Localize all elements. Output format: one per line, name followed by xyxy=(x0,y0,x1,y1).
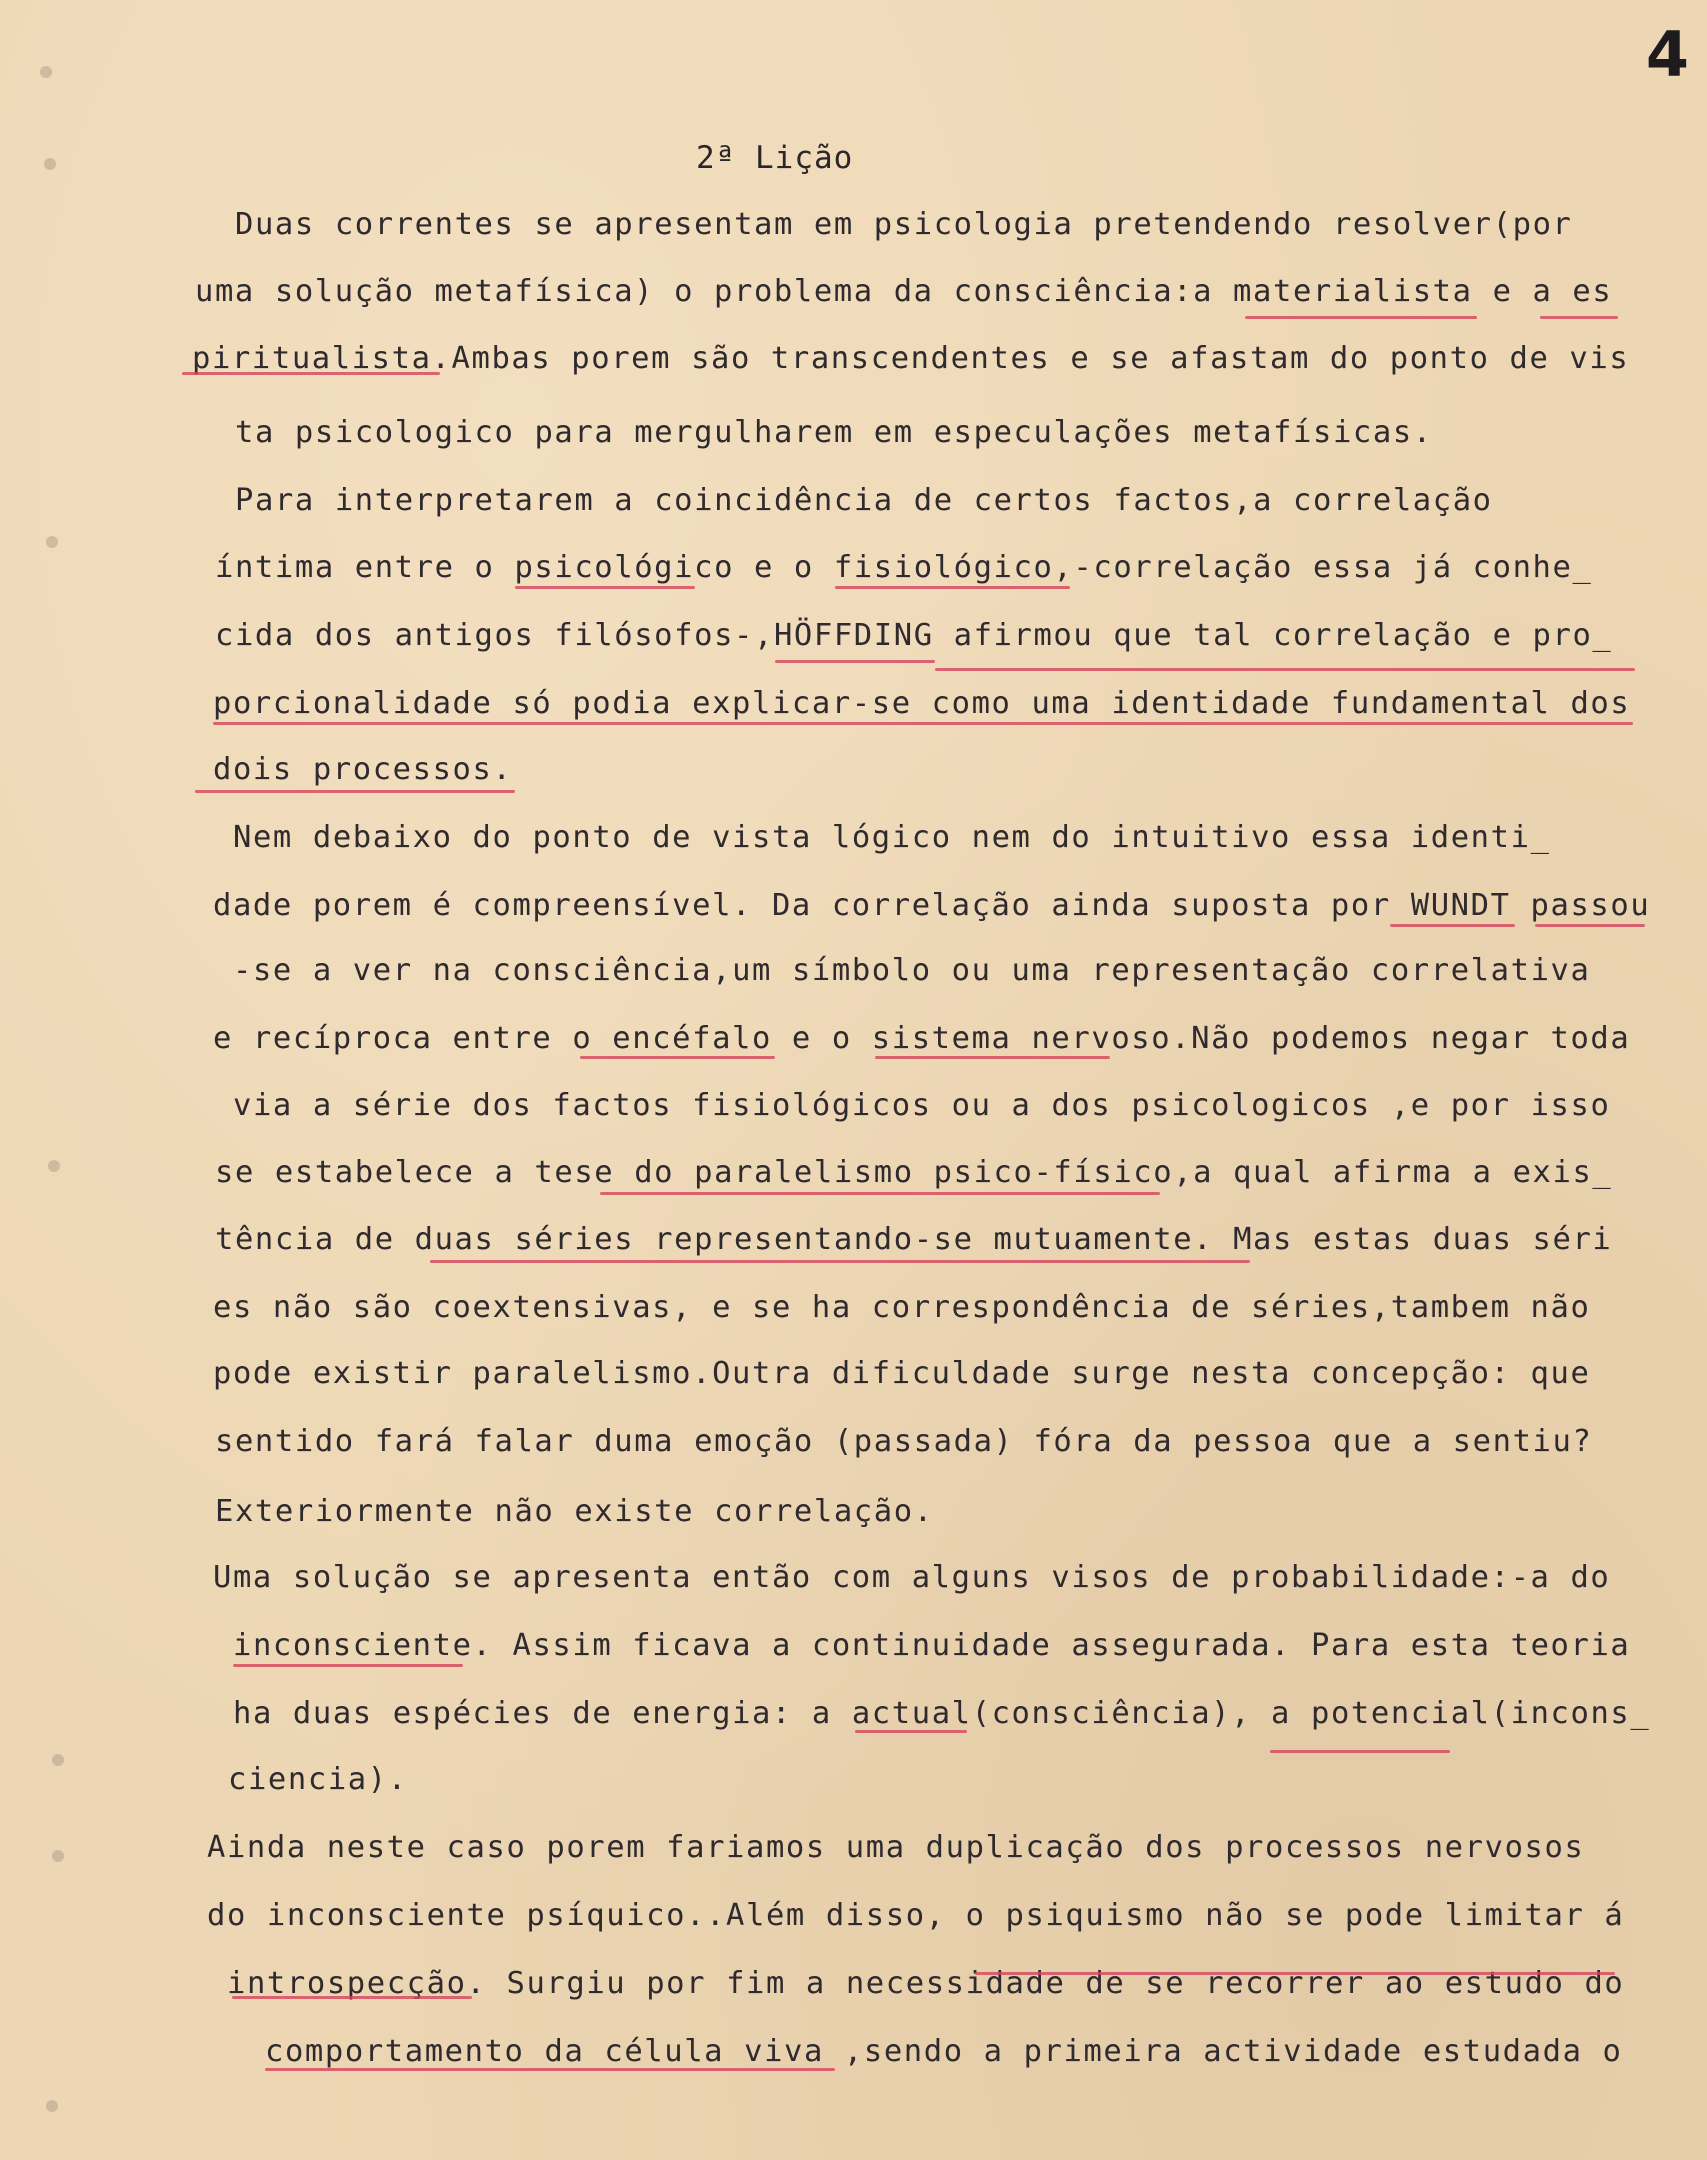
red-underline xyxy=(875,1056,1110,1059)
red-underline xyxy=(775,660,935,663)
red-underline xyxy=(975,1972,1615,1975)
text-line: Nem debaixo do ponto de vista lógico nem do intuitivo essa identi_ xyxy=(233,820,1551,855)
red-underline xyxy=(835,586,1070,589)
text-line: dois processos. xyxy=(213,752,513,787)
punch-hole xyxy=(40,66,52,78)
text-line: dade porem é compreensível. Da correlação ainda suposta por WUNDT passou xyxy=(213,888,1651,923)
text-line: ciencia). xyxy=(228,1762,408,1797)
red-underline xyxy=(213,722,1633,725)
punch-hole xyxy=(44,158,56,170)
punch-hole xyxy=(52,1850,64,1862)
red-underline xyxy=(195,790,515,793)
red-underline xyxy=(233,1664,463,1667)
text-line: ha duas espécies de energia: a actual(consciência), a potencial(incons_ xyxy=(233,1696,1651,1731)
red-underline xyxy=(1245,316,1477,319)
text-line: inconsciente. Assim ficava a continuidade assegurada. Para esta teoria xyxy=(233,1628,1631,1663)
red-underline xyxy=(1540,316,1618,319)
text-line: comportamento da célula viva ,sendo a primeira actividade estudada o xyxy=(265,2034,1623,2069)
punch-hole xyxy=(46,536,58,548)
red-underline xyxy=(600,1192,1160,1195)
text-line: ta psicologico para mergulharem em especulações metafísicas. xyxy=(235,415,1433,450)
red-underline xyxy=(855,1730,967,1733)
text-line: piritualista.Ambas porem são transcendentes e se afastam do ponto de vis xyxy=(192,341,1630,376)
red-underline xyxy=(1270,1750,1450,1753)
text-line: sentido fará falar duma emoção (passada) fóra da pessoa que a sentiu? xyxy=(215,1424,1593,1459)
red-underline xyxy=(265,2068,835,2071)
text-line: cida dos antigos filósofos-,HÖFFDING afirmou que tal correlação e pro_ xyxy=(215,618,1613,653)
text-line: es não são coextensivas, e se ha correspondência de séries,tambem não xyxy=(213,1290,1591,1325)
text-line: do inconsciente psíquico..Além disso, o psiquismo não se pode limitar á xyxy=(207,1898,1625,1933)
text-line: porcionalidade só podia explicar-se como uma identidade fundamental dos xyxy=(213,686,1631,721)
text-line: se estabelece a tese do paralelismo psico-físico,a qual afirma a exis_ xyxy=(215,1155,1613,1190)
red-underline xyxy=(935,668,1635,671)
red-underline xyxy=(515,586,695,589)
text-line: Para interpretarem a coincidência de certos factos,a correlação xyxy=(235,483,1493,518)
red-underline xyxy=(232,1996,472,1999)
text-line: Exteriormente não existe correlação. xyxy=(215,1494,934,1529)
lesson-title: 2ª Lição xyxy=(696,140,854,176)
text-line: Ainda neste caso porem fariamos uma duplicação dos processos nervosos xyxy=(207,1830,1585,1865)
red-underline xyxy=(182,372,440,375)
red-underline xyxy=(1390,924,1515,927)
text-line: tência de duas séries representando-se mutuamente. Mas estas duas séri xyxy=(215,1222,1613,1257)
punch-hole xyxy=(52,1754,64,1766)
punch-hole xyxy=(46,2100,58,2112)
text-line: e recíproca entre o encéfalo e o sistema nervoso.Não podemos negar toda xyxy=(213,1021,1631,1056)
red-underline xyxy=(1535,924,1645,927)
red-underline xyxy=(580,1056,775,1059)
text-line: via a série dos factos fisiológicos ou a dos psicologicos ,e por isso xyxy=(233,1088,1611,1123)
page-number: 4 xyxy=(1645,18,1689,91)
text-line: Duas correntes se apresentam em psicologia pretendendo resolver(por xyxy=(235,207,1573,242)
punch-hole xyxy=(48,1160,60,1172)
text-line: uma solução metafísica) o problema da consciência:a materialista e a es xyxy=(195,274,1613,309)
text-line: pode existir paralelismo.Outra dificuldade surge nesta concepção: que xyxy=(213,1356,1591,1391)
text-line: -se a ver na consciência,um símbolo ou uma representação correlativa xyxy=(233,953,1591,988)
red-underline xyxy=(430,1260,1250,1263)
text-line: íntima entre o psicológico e o fisiológico,-correlação essa já conhe_ xyxy=(215,550,1593,585)
text-line: Uma solução se apresenta então com alguns visos de probabilidade:-a do xyxy=(213,1560,1611,1595)
text-line: introspecção. Surgiu por fim a necessidade de se recorrer ao estudo do xyxy=(227,1966,1625,2001)
